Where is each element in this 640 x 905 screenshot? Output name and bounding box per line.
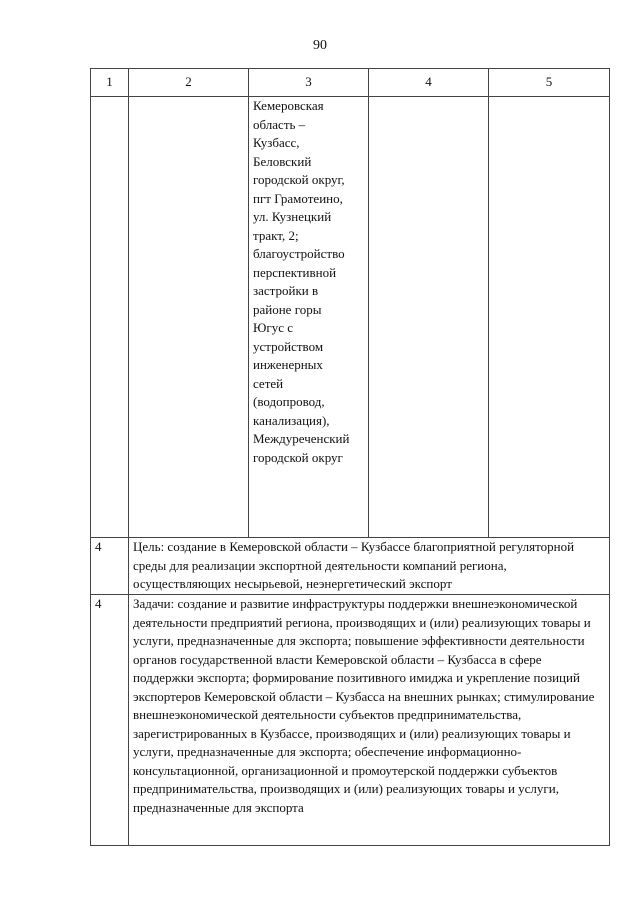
column-header-2: 2 — [129, 69, 249, 97]
location-text: Кемеровская область – Кузбасс, Беловский городской округ, пгт Грамотеино, ул. Кузнецкий тракт, 2; благоустройство перспективной застройки в районе горы Югус с устройством инженерных сетей (водопровод, канализация), Междуреченский городской округ — [253, 98, 350, 465]
column-header-4: 4 — [369, 69, 489, 97]
table-cell — [369, 97, 489, 538]
column-header-5: 5 — [489, 69, 610, 97]
goal-row — [91, 538, 610, 595]
tasks-number: 4 — [91, 595, 129, 846]
column-header-3: 3 — [249, 69, 369, 97]
tasks-text: Задачи: создание и развитие инфраструктуры поддержки внешнеэкономической деятельности предприятий региона, производящих и (или) реализующих товары и услуги, предназначенные для экспорта; повышение эффективности деятельности органов государственной власти Кемеровской области – Кузбасса в сфере поддержки экспорта; формирование позитивного имиджа и укрепление позиций экспортеров Кемеровской области – Кузбасса на внешних рынках; стимулирование внешнеэкономической деятельности субъектов предпринимательства, зарегистрированных в Кузбассе, производящих и (или) реализующих товары и услуги, предназначенные для экспорта; обеспечение информационно-консультационной, организационной и промоутерской поддержки субъектов предпринимательства, производящих и (или) реализующих товары и услуги, предназначенные для экспорта — [129, 595, 610, 846]
location-cell — [249, 97, 369, 538]
document-table — [90, 68, 610, 846]
column-header-1: 1 — [91, 69, 129, 97]
table-row — [91, 97, 610, 538]
table-cell — [489, 97, 610, 538]
goal-number: 4 — [91, 538, 129, 595]
table-header-row — [91, 69, 610, 97]
goal-text: Цель: создание в Кемеровской области – Кузбассе благоприятной регуляторной среды для реализации экспортной деятельности компаний региона, осуществляющих несырьевой, неэнергетический экспорт — [129, 538, 610, 595]
table-cell — [129, 97, 249, 538]
table-cell — [91, 97, 129, 538]
tasks-row — [91, 595, 610, 846]
page-number: 90 — [313, 38, 327, 53]
